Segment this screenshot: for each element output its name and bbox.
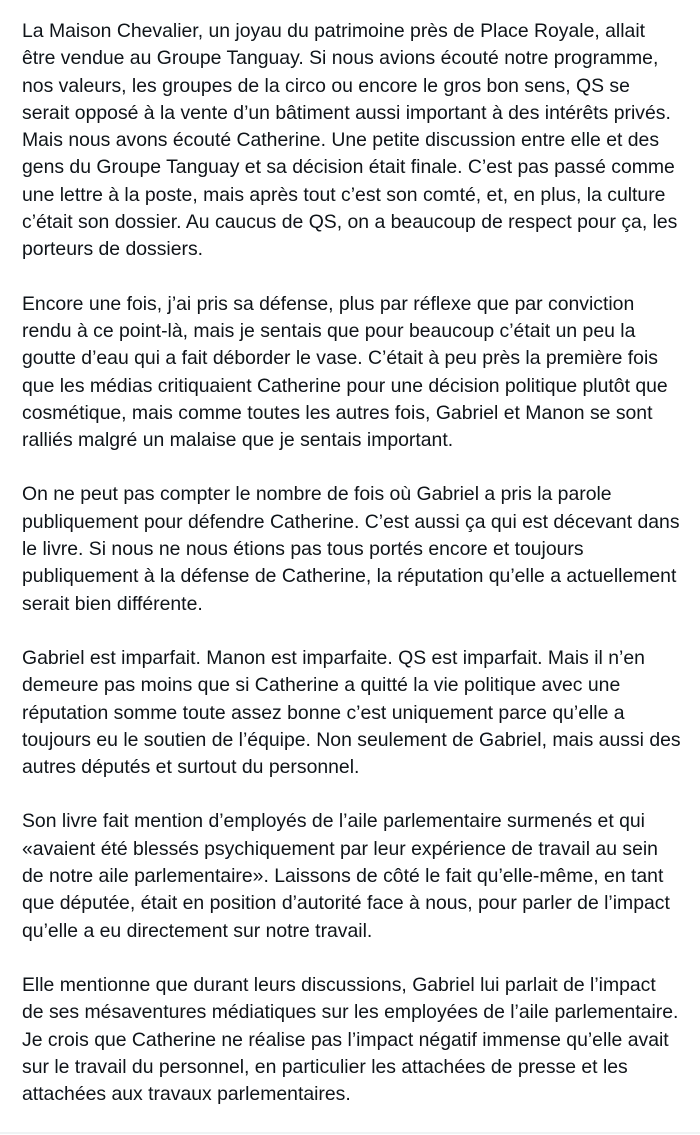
paragraph-1: La Maison Chevalier, un joyau du patrimoine près de Place Royale, allait être vendue au Groupe Tanguay. Si nous avions écouté notre programme, nos valeurs, les groupes de la circo ou encore le gros bon sens, QS se serait opposé à la vente d’un bâtiment aussi important à des intérêts privés. Mais nous avons écouté Catherine. Une petite discussion entre elle et des gens du Groupe Tanguay et sa décision était finale. C’est pas passé comme une lettre à la poste, mais après tout c’est son comté, et, en plus, la culture c’était son dossier. Au caucus de QS, on a beaucoup de respect pour ça, les porteurs de dossiers. [22,20,678,261]
paragraph-2: Encore une fois, j’ai pris sa défense, plus par réflexe que par conviction rendu à ce point-là, mais je sentais que pour beaucoup c’était un peu la goutte d’eau qui a fait déborder le vase. C’était à peu près la première fois que les médias critiquaient Catherine pour une décision politique plutôt que cosmétique, mais comme toutes les autres fois, Gabriel et Manon se sont ralliés malgré un malaise que je sentais important. [22,292,668,452]
paragraph-6: Elle mentionne que durant leurs discussions, Gabriel lui parlait de l’impact de ses mésaventures médiatiques sur les employées de l’aile parlementaire. Je crois que Catherine ne réalise pas l’impact négatif immense qu’elle avait sur le travail du personnel, en particulier les attachées de presse et les attachées aux travaux parlementaires. [22,973,679,1106]
paragraph-5: Son livre fait mention d’employés de l’aile parlementaire surmenés et qui «avaient été blessés psychiquement par leur expérience de travail au sein de notre aile parlementaire». Laissons de côté le fait qu’elle-même, en tant que députée, était en position d’autorité face à nous, pour parler de l’impact qu’elle a eu directement sur notre travail. [22,810,670,942]
post-body [22,18,682,1135]
paragraph-3: On ne peut pas compter le nombre de fois où Gabriel a pris la parole publiquement pour défendre Catherine. C’est aussi ça qui est décevant dans le livre. Si nous ne nous étions pas tous portés encore et toujours publiquement à la défense de Catherine, la réputation qu’elle a actuellement serait bien différente. [22,483,680,615]
paragraph-4: Gabriel est imparfait. Manon est imparfaite. QS est imparfait. Mais il n’en demeure pas moins que si Catherine a quitté la vie politique avec une réputation somme toute assez bonne c’est uniquement parce qu’elle a toujours eu le soutien de l’équipe. Non seulement de Gabriel, mais aussi des autres députés et surtout du personnel. [22,646,681,779]
